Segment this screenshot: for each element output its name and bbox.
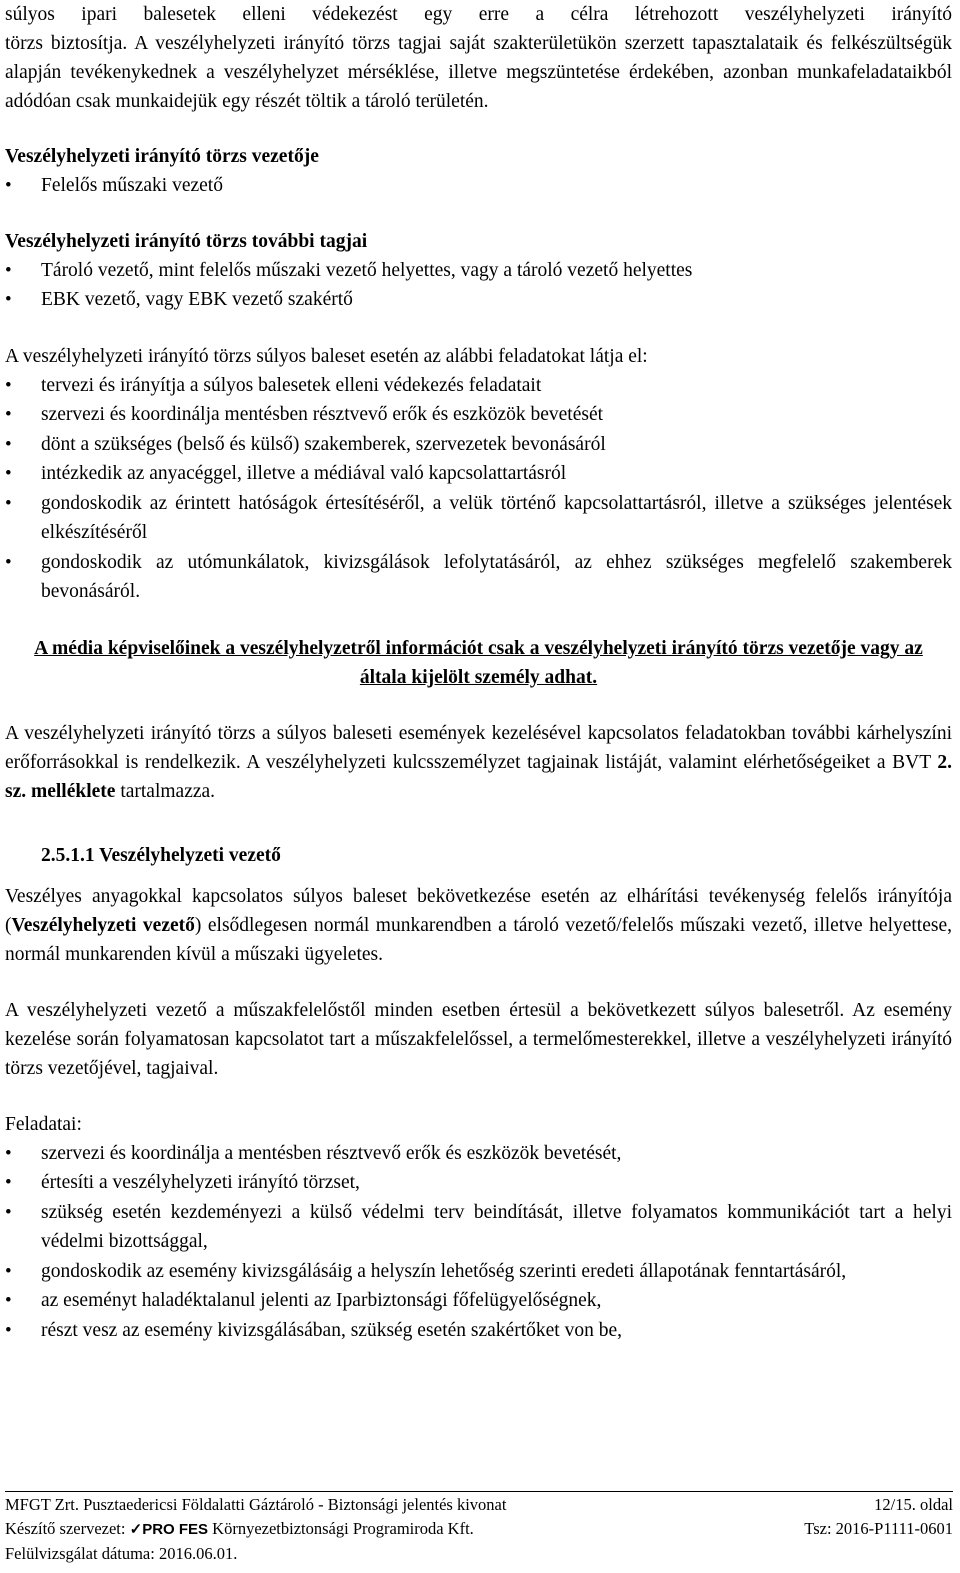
leader-heading: Veszélyhelyzeti irányító törzs vezetője bbox=[5, 146, 319, 167]
list-item: • részt vesz az esemény kivizsgálásában, szükség esetén szakértőket von be, bbox=[5, 1316, 952, 1346]
section-heading: 2.5.1.1 Veszélyhelyzeti vezető bbox=[41, 844, 281, 866]
author-name: Környezetbiztonsági Programiroda Kft. bbox=[208, 1519, 474, 1538]
footer-review-date: Felülvizsgálat dátuma: 2016.06.01. bbox=[5, 1544, 238, 1563]
footer-document-title: MFGT Zrt. Pusztaedericsi Földalatti Gáztároló - Biztonsági jelentés kivonat bbox=[5, 1495, 507, 1514]
brand-name: PRO FES bbox=[142, 1521, 209, 1538]
list-item: • Felelős műszaki vezető bbox=[5, 171, 952, 201]
duties-label: Feladatai: bbox=[5, 1113, 82, 1135]
resources-tail: tartalmazza. bbox=[115, 780, 216, 802]
duties-list bbox=[5, 1139, 952, 1346]
resources-text: A veszélyhelyzeti irányító törzs a súlyos baleseti események kezelésével kapcsolatos feladatokban további kárhelyszíni erőforrásokkal is rendelkezik. A veszélyhelyzeti kulcsszemélyzet tagjainak listáját, valamint elérhetőségeiket a BVT bbox=[5, 722, 952, 773]
footer-page-number: 12/15. oldal bbox=[874, 1495, 953, 1514]
list-item: • gondoskodik az esemény kivizsgálásáig a helyszín lehetőség szerinti eredeti állapotának fenntartásáról, bbox=[5, 1257, 952, 1287]
list-item: • az eseményt haladéktalanul jelenti az Iparbiztonsági főfelügyelőségnek, bbox=[5, 1286, 952, 1316]
document-page bbox=[5, 0, 952, 1345]
tasks-list bbox=[5, 371, 952, 607]
section-paragraph-2: A veszélyhelyzeti vezető a műszakfelelőstől minden esetben értesül a bekövetkezett súlyos balesetről. Az esemény kezelése során folyamatosan kapcsolatot tart a műszakfelelőssel, a termelőmesterekkel, illetve a veszélyhelyzeti irányító törzs vezetőjével, tagjaival. bbox=[5, 999, 952, 1079]
list-item: • szervezi és koordinálja a mentésben résztvevő erők és eszközök bevetését, bbox=[5, 1139, 952, 1169]
list-item: • tervezi és irányítja a súlyos balesetek elleni védekezés feladatait bbox=[5, 371, 952, 401]
p1-start: Veszélyes anyagokkal kapcsolatos súlyos baleset bekövetkezése esetén az elhárítási tevékenység felelős irányítója ( bbox=[5, 885, 952, 936]
list-item: • szükség esetén kezdeményezi a külső védelmi terv beindítását, illetve folyamatos kommunikációt tart a helyi védelmi bizottsággal, bbox=[5, 1198, 952, 1257]
footer-row-2 bbox=[5, 1517, 953, 1542]
page-footer bbox=[5, 1491, 953, 1566]
list-item: • EBK vezető, vagy EBK vezető szakértő bbox=[5, 285, 952, 315]
list-item: • értesíti a veszélyhelyzeti irányító törzset, bbox=[5, 1168, 952, 1198]
section-paragraph-1 bbox=[5, 882, 952, 969]
members-list bbox=[5, 256, 952, 315]
list-item: • gondoskodik az utómunkálatok, kivizsgálások lefolytatásáról, az ehhez szükséges megfelelő szakemberek bevonásáról. bbox=[5, 548, 952, 607]
list-item: • intézkedik az anyacéggel, illetve a médiával való kapcsolattartásról bbox=[5, 459, 952, 489]
list-item: • Tároló vezető, mint felelős műszaki vezető helyettes, vagy a tároló vezető helyettes bbox=[5, 256, 952, 286]
intro-paragraph: törzs biztosítja. A veszélyhelyzeti irányító törzs tagjai saját szakterületükön szerzett tapasztalataik és felkészültségük alapján tevékenykednek a veszélyhelyzet mérséklése, illetve megszüntetése érdekében, azonban munkafeladataikból adódóan csak munkaidejük egy részét töltik a tároló területén. bbox=[5, 33, 952, 112]
resources-annex: 2. sz. melléklete bbox=[5, 751, 952, 802]
footer-divider bbox=[5, 1491, 953, 1492]
resources-paragraph bbox=[5, 719, 952, 806]
p1-end: ) elsődlegesen normál munkarendben a tároló vezető/felelős műszaki vezető, illetve helyettese, normál munkarenden kívül a műszaki ügyeletes. bbox=[5, 914, 952, 965]
media-notice: A média képviselőinek a veszélyhelyzetről információt csak a veszélyhelyzeti irányító törzs vezetője vagy az általa kijelölt személy adhat. bbox=[34, 637, 923, 688]
footer-reference: Tsz: 2016-P1111-0601 bbox=[804, 1519, 953, 1538]
members-heading: Veszélyhelyzeti irányító törzs további tagjai bbox=[5, 230, 368, 252]
list-item: • dönt a szükséges (belső és külső) szakemberek, szervezetek bevonásáról bbox=[5, 430, 952, 460]
list-item: • gondoskodik az érintett hatóságok értesítéséről, a velük történő kapcsolattartásról, illetve a szükséges jelentések elkészítéséről bbox=[5, 489, 952, 548]
checkmark-icon: ✓ bbox=[129, 1521, 143, 1538]
footer-row-1 bbox=[5, 1493, 953, 1517]
intro-line1: súlyos ipari balesetek elleni védekezést egy erre a célra létrehozott veszélyhelyzeti irányító bbox=[5, 4, 952, 25]
tasks-intro: A veszélyhelyzeti irányító törzs súlyos baleset esetén az alábbi feladatokat látja el: bbox=[5, 345, 648, 367]
author-label: Készítő szervezet: bbox=[5, 1519, 130, 1538]
p1-bold: Veszélyhelyzeti vezető bbox=[11, 914, 195, 936]
footer-author bbox=[5, 1517, 474, 1542]
list-item: • szervezi és koordinálja mentésben résztvevő erők és eszközök bevetését bbox=[5, 400, 952, 430]
leader-list bbox=[5, 171, 952, 201]
